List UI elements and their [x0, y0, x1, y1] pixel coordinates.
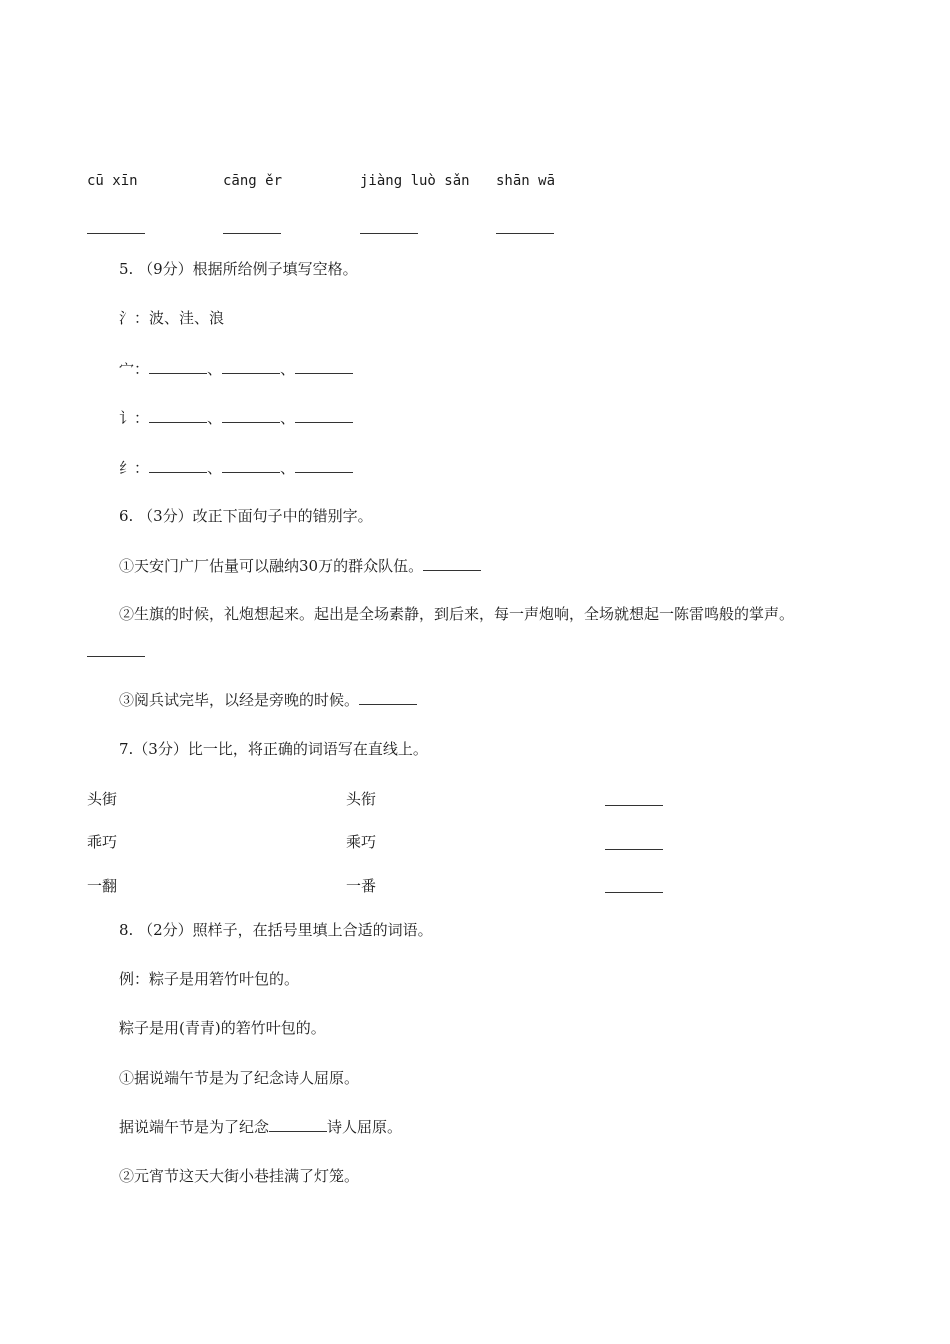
- q5-example: 氵：波、洼、浪: [119, 309, 225, 327]
- q7-title: 7.（3分）比一比，将正确的词语写在直线上。: [119, 740, 428, 758]
- q5-row-2: 讠： 、 、: [119, 408, 353, 428]
- q8-sentence-1-fill: 据说端午节是为了纪念 诗人屈原。: [119, 1118, 403, 1136]
- q8-example-filled: 粽子是用(青青)的箬竹叶包的。: [119, 1019, 326, 1037]
- q7-blank-2[interactable]: [605, 849, 663, 850]
- q5-radical-2: 讠：: [119, 409, 150, 427]
- q5-blank[interactable]: [149, 458, 207, 473]
- q5-row-1: 宀： 、 、: [119, 359, 353, 379]
- q8-blank-1[interactable]: [269, 1117, 327, 1132]
- q8-title: 8. （2分）照样子，在括号里填上合适的词语。: [119, 921, 433, 939]
- pinyin-3: jiàng luò sǎn: [360, 173, 470, 189]
- q8-sentence-2: ②元宵节这天大街小巷挂满了灯笼。: [119, 1167, 360, 1185]
- pinyin-answer-blank-3[interactable]: [360, 233, 418, 234]
- pinyin-answer-blank-2[interactable]: [223, 233, 281, 234]
- q8-sentence-1: ①据说端午节是为了纪念诗人屈原。: [119, 1069, 360, 1087]
- q6-title: 6. （3分）改正下面句子中的错别字。: [119, 507, 373, 525]
- q5-blank[interactable]: [222, 458, 280, 473]
- q5-radical-3: 纟：: [119, 459, 150, 477]
- q6-sentence-1: ①天安门广厂估量可以融纳30万的群众队伍。: [119, 556, 481, 576]
- q7-word-a-3: 一翻: [87, 877, 118, 895]
- pinyin-1: cū xīn: [87, 173, 138, 189]
- pinyin-2: cāng ěr: [223, 173, 283, 189]
- q5-blank[interactable]: [222, 359, 280, 374]
- q6-blank-2[interactable]: [87, 656, 145, 657]
- q7-word-b-3: 一番: [346, 877, 377, 895]
- pinyin-answer-blank-1[interactable]: [87, 233, 145, 234]
- pinyin-answer-blank-4[interactable]: [496, 233, 554, 234]
- q7-word-b-1: 头衔: [346, 790, 377, 808]
- q6-sentence-2: ②生旗的时候，礼炮想起来。起出是全场素静，到后来，每一声炮响，全场就想起一陈雷鸣般的掌声。: [119, 605, 795, 623]
- q5-title: 5. （9分）根据所给例子填写空格。: [119, 260, 358, 278]
- q6-blank-3[interactable]: [359, 690, 417, 705]
- q6-blank-1[interactable]: [423, 556, 481, 571]
- q6-sentence-3: ③阅兵试完毕，以经是旁晚的时候。: [119, 690, 417, 710]
- q5-blank[interactable]: [295, 359, 353, 374]
- q5-blank[interactable]: [222, 408, 280, 423]
- q8-example: 例：粽子是用箬竹叶包的。: [119, 970, 300, 988]
- q7-word-a-1: 头街: [87, 790, 118, 808]
- q5-blank[interactable]: [149, 359, 207, 374]
- q7-word-b-2: 乘巧: [346, 833, 377, 851]
- q5-blank[interactable]: [295, 408, 353, 423]
- q7-word-a-2: 乖巧: [87, 833, 118, 851]
- q7-blank-3[interactable]: [605, 892, 663, 893]
- q5-radical-1: 宀：: [119, 360, 150, 378]
- pinyin-4: shān wā: [496, 173, 556, 189]
- q5-row-3: 纟： 、 、: [119, 458, 353, 478]
- q7-blank-1[interactable]: [605, 805, 663, 806]
- q5-blank[interactable]: [295, 458, 353, 473]
- q5-blank[interactable]: [149, 408, 207, 423]
